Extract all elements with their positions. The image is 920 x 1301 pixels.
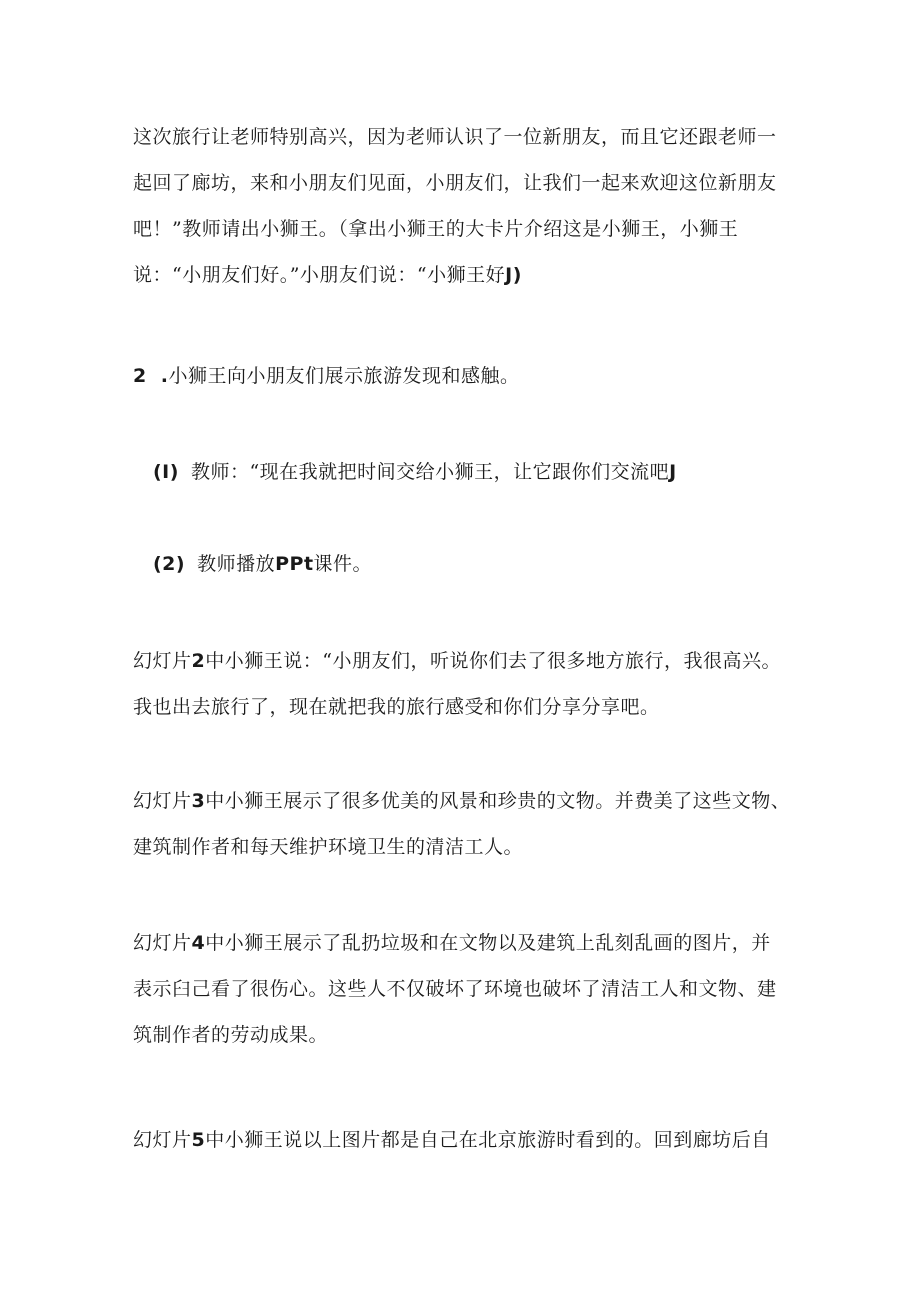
sub-item-2-text-after: 课件。 — [313, 553, 373, 575]
sub-item-1-marker: (I) — [153, 461, 179, 483]
sub-item-1-tail: J — [669, 461, 677, 483]
step-2-text: 小狮王向小朋友们展示旅游发现和感触。 — [168, 365, 520, 387]
sub-item-2-text-before: 教师播放 — [197, 553, 276, 575]
sub-item-1-line — [153, 449, 813, 495]
slide-4-line-1-text: 中小狮王展示了乱扔垃圾和在文物以及建筑上乱刻乱画的图片，并 — [205, 932, 771, 954]
slide-3-prefix: 幻灯片 — [133, 790, 192, 812]
slide-5-line-1 — [133, 1117, 793, 1163]
intro-line-4-text: 说：“小朋友们好。”小朋友们说：“小狮王好 — [133, 264, 506, 286]
slide-2-line-1-text: 中小狮王说：“小朋友们，听说你们去了很多地方旅行，我很高兴。 — [205, 650, 781, 672]
intro-paragraph — [133, 114, 793, 298]
sub-item-2 — [153, 541, 813, 587]
slide-4-line-1 — [133, 920, 793, 966]
slide-4-line-3: 筑制作者的劳动成果。 — [133, 1024, 329, 1046]
sub-item-2-bold: PPt — [275, 553, 314, 575]
intro-line-1: 这次旅行让老师特别高兴，因为老师认识了一位新朋友，而且它还跟老师一 — [133, 126, 777, 148]
step-2-dot: . — [160, 365, 169, 387]
slide-2-paragraph — [133, 638, 793, 730]
slide-5-prefix: 幻灯片 — [133, 1129, 192, 1151]
slide-3-num: 3 — [191, 790, 206, 812]
step-2-heading — [133, 353, 793, 399]
slide-3-paragraph — [133, 778, 793, 870]
sub-item-2-line — [153, 541, 813, 587]
sub-item-1-text: 教师：“现在我就把时间交给小狮王，让它跟你们交流吧 — [190, 461, 670, 483]
slide-2-line-1 — [133, 638, 793, 684]
intro-line-4 — [133, 252, 793, 298]
intro-line-4-tail: J) — [505, 264, 522, 286]
slide-5-line-1-text: 中小狮王说以上图片都是自己在北京旅游时看到的。回到廊坊后自 — [205, 1129, 771, 1151]
slide-3-line-1 — [133, 778, 793, 824]
sub-item-2-marker: (2) — [153, 553, 186, 575]
slide-2-prefix: 幻灯片 — [133, 650, 192, 672]
slide-2-num: 2 — [191, 650, 206, 672]
slide-4-paragraph — [133, 920, 793, 1058]
intro-line-2: 起回了廊坊，来和小朋友们见面，小朋友们，让我们一起来欢迎这位新朋友 — [133, 172, 777, 194]
step-2-number: 2 — [133, 365, 147, 387]
slide-3-line-1-text: 中小狮王展示了很多优美的风景和珍贵的文物。并费美了这些文物、 — [205, 790, 791, 812]
slide-4-num: 4 — [191, 932, 206, 954]
step-2-line — [133, 353, 793, 399]
slide-5-paragraph — [133, 1117, 793, 1163]
slide-5-num: 5 — [191, 1129, 206, 1151]
slide-2-line-2: 我也出去旅行了，现在就把我的旅行感受和你们分享分享吧。 — [133, 696, 660, 718]
slide-4-line-2: 表示臼己看了很伤心。这些人不仅破坏了环境也破坏了清洁工人和文物、建 — [133, 978, 777, 1000]
sub-item-1 — [153, 449, 813, 495]
slide-4-prefix: 幻灯片 — [133, 932, 192, 954]
slide-3-line-2: 建筑制作者和每天维护环境卫生的清洁工人。 — [133, 836, 524, 858]
intro-line-3: 吧！”教师请出小狮王。（拿出小狮王的大卡片介绍这是小狮王，小狮王 — [133, 218, 739, 240]
